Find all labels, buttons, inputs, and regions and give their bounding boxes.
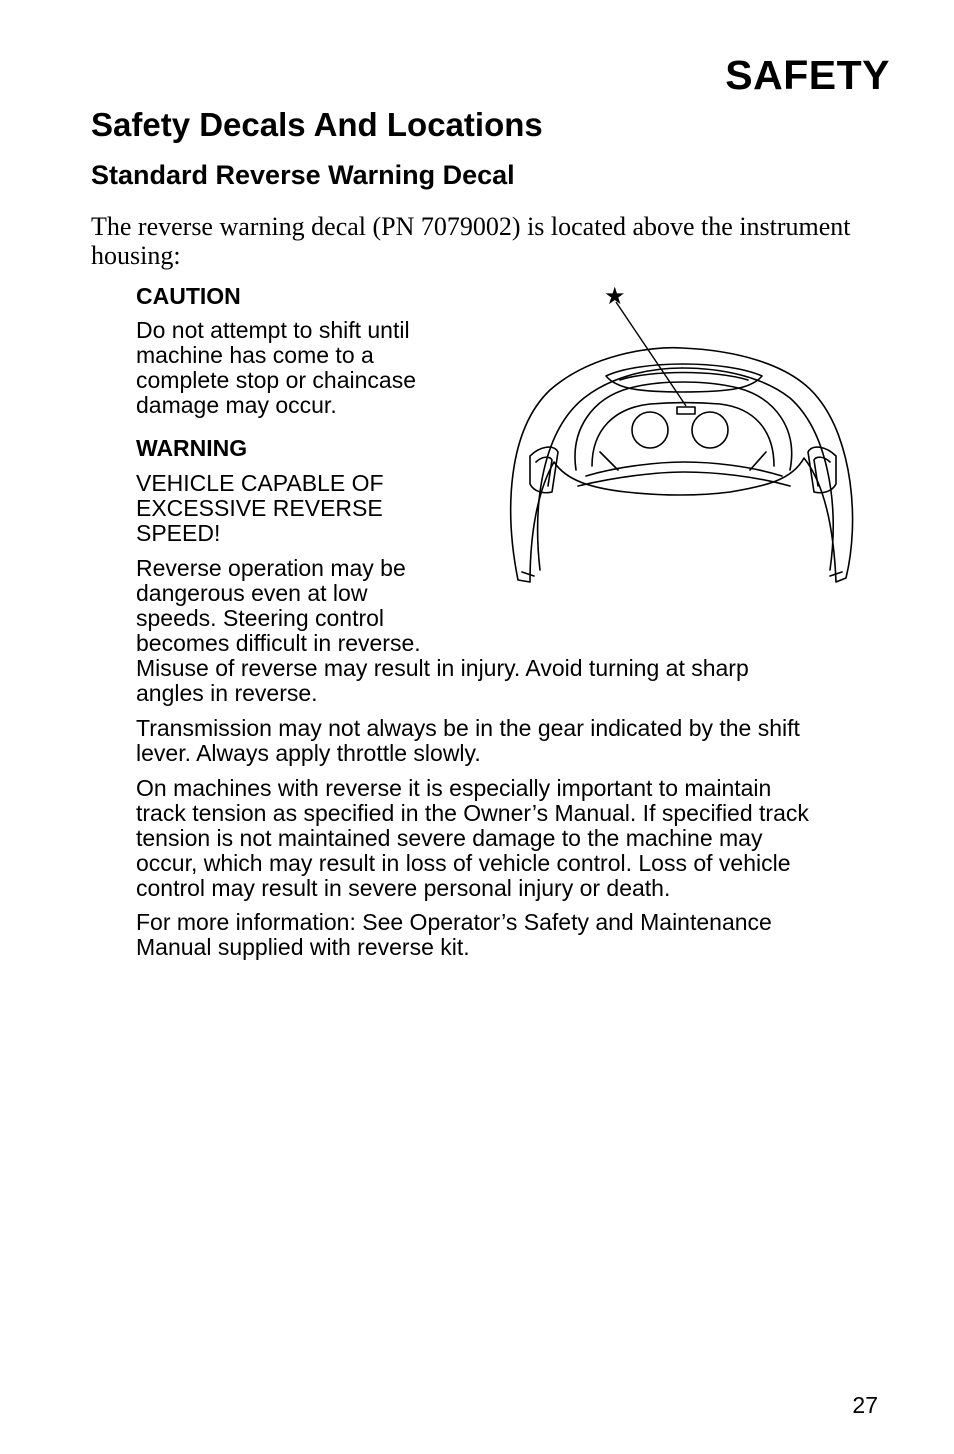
warning-line: On machines with reverse it is especially important to maintain — [136, 775, 772, 801]
warning-label: WARNING — [136, 435, 248, 461]
warning-paragraph-2 — [136, 716, 800, 766]
section-title: SAFETY — [725, 52, 890, 98]
warning-line: dangerous even at low — [136, 580, 368, 606]
warning-headline-line: SPEED! — [136, 520, 221, 546]
caution-label: CAUTION — [136, 283, 241, 309]
warning-headline-line: VEHICLE CAPABLE OF — [136, 470, 384, 496]
gauge-right — [692, 412, 728, 448]
caution-line: complete stop or chaincase — [136, 367, 416, 393]
hood-outline — [511, 348, 853, 582]
warning-line: tension is not maintained severe damage to the machine may — [136, 825, 763, 851]
caution-line: damage may occur. — [136, 392, 337, 418]
page-number: 27 — [852, 1392, 878, 1418]
decal-location — [677, 407, 695, 414]
intro-paragraph: The reverse warning decal (PN 7079002) is located above the instrument housing: — [91, 212, 851, 270]
warning-line: occur, which may result in loss of vehicle control. Loss of vehicle — [136, 850, 791, 876]
subheading: Standard Reverse Warning Decal — [91, 160, 515, 190]
warning-paragraph-4 — [136, 910, 772, 960]
warning-headline-line: EXCESSIVE REVERSE — [136, 495, 383, 521]
warning-line: Misuse of reverse may result in injury. Avoid turning at sharp — [136, 655, 749, 681]
hood-illustration — [500, 280, 860, 620]
warning-line: lever. Always apply throttle slowly. — [136, 740, 481, 766]
warning-headline — [136, 471, 384, 546]
star-marker-icon: ★ — [604, 282, 626, 310]
warning-line: angles in reverse. — [136, 680, 318, 706]
warning-line: speeds. Steering control — [136, 605, 385, 631]
warning-line: control may result in severe personal injury or death. — [136, 875, 671, 901]
warning-paragraph-3 — [136, 776, 809, 901]
warning-line: Manual supplied with reverse kit. — [136, 934, 470, 960]
dash-cavity — [575, 382, 792, 470]
caution-line: machine has come to a — [136, 342, 374, 368]
warning-line: becomes difficult in reverse. — [136, 630, 421, 656]
warning-line: For more information: See Operator’s Safety and Maintenance — [136, 909, 772, 935]
warning-line: Transmission may not always be in the gear indicated by the shift — [136, 715, 800, 741]
caution-line: Do not attempt to shift until — [136, 317, 410, 343]
page-heading: Safety Decals And Locations — [91, 106, 543, 143]
warning-line: Reverse operation may be — [136, 555, 406, 581]
gauge-left — [632, 412, 668, 448]
caution-text — [136, 318, 416, 418]
warning-line: track tension as specified in the Owner’s Manual. If specified track — [136, 800, 809, 826]
